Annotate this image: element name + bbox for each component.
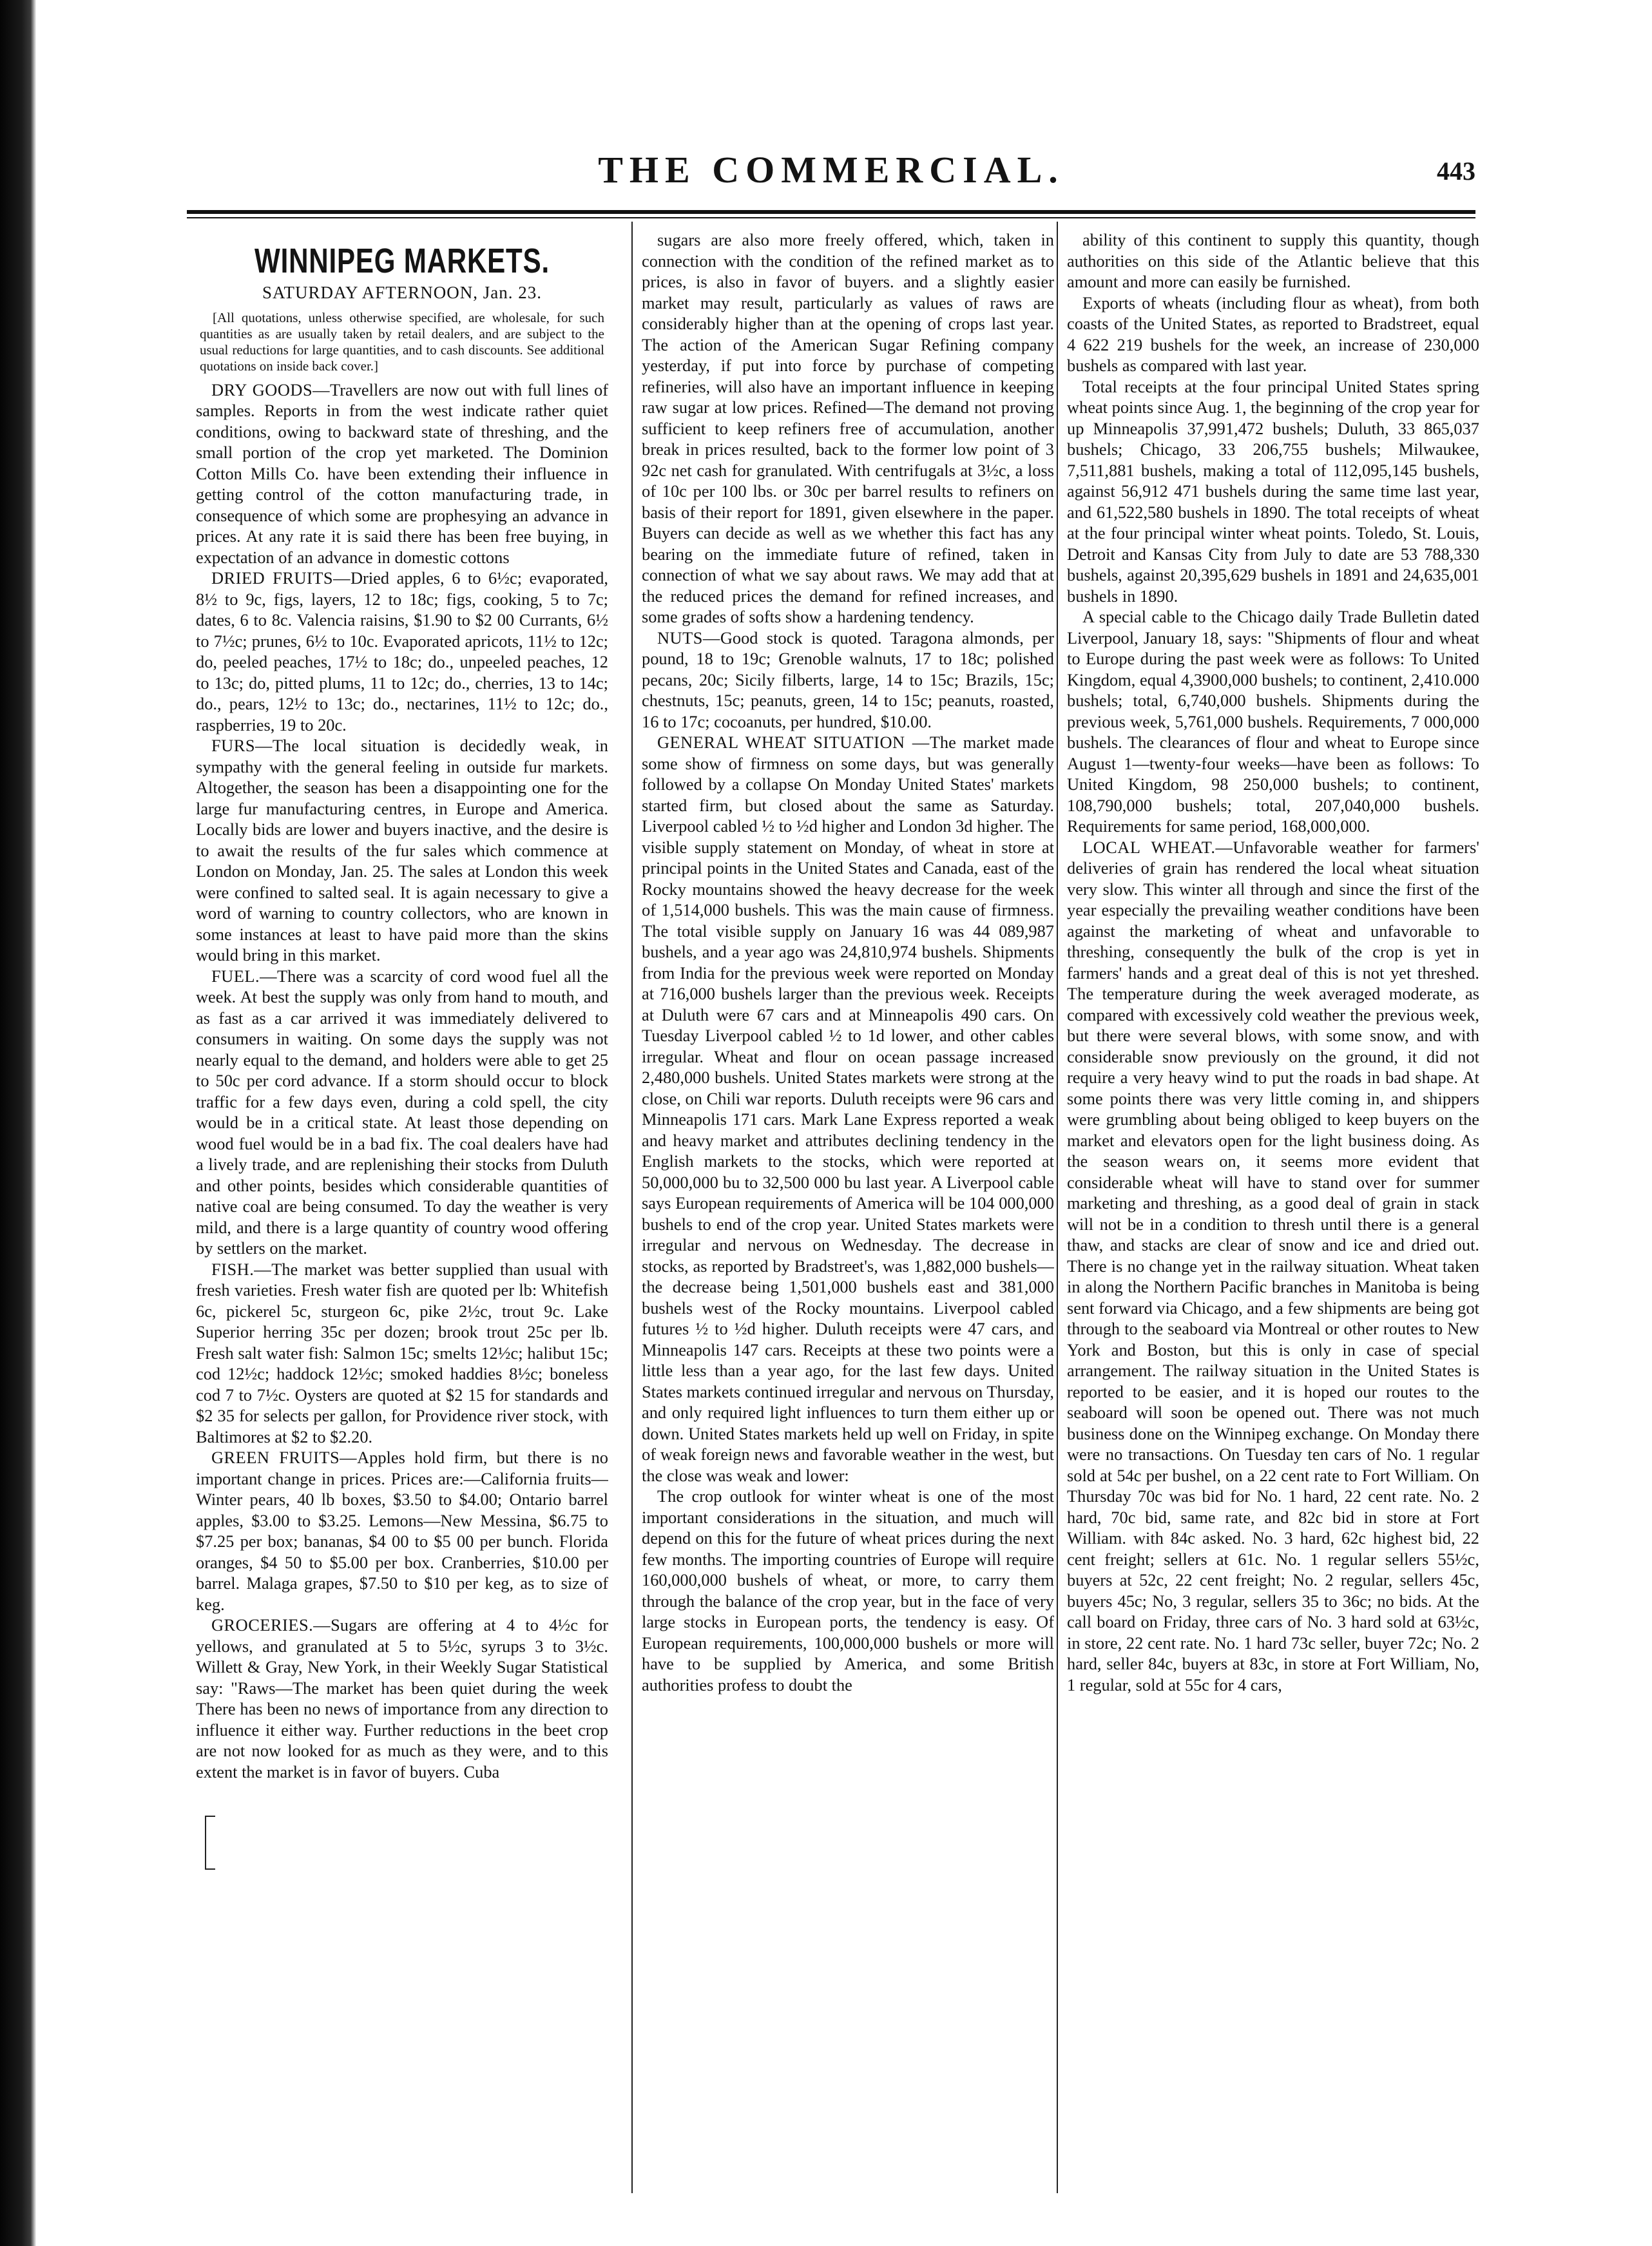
page-header (187, 135, 1475, 206)
header-rule-thick (187, 210, 1475, 214)
paragraph-lead: GROCERIES.— (211, 1615, 331, 1635)
paragraph-lead: FUEL.— (211, 966, 277, 986)
paragraph-lead: DRIED FRUITS— (211, 568, 351, 588)
section-date: SATURDAY AFTERNOON, Jan. 23. (262, 283, 543, 302)
column-divider (631, 222, 633, 2193)
paragraph-special-cable: A special cable to the Chicago daily Trade Bulletin dated Liverpool, January 18, says: "Shipments of flour and wheat to Europe during the past week were as follows: To United Kingdom, equal 4,3900,000 bushels; to continent, 2,410.000 bushels; total, 6,740,000 bushels. Shipments during the previous week, 5,761,000 bushels. Requirements, 7 000,000 bushels. The clearances of flour and wheat to Europe since August 1—twenty-four weeks—have been as follows: To United Kingdom, 98 250,000 bushels; to continent, 108,790,000 bushels; total, 207,040,000 bushels. Requirements for same period, 168,000,000. (1067, 607, 1479, 836)
paragraph-continent-supply: ability of this continent to supply this quantity, though authorities on this side of the Atlantic believe that this amount and more can easily be furnished. (1067, 230, 1479, 291)
paragraph-lead: GREEN FRUITS— (211, 1448, 358, 1467)
paragraph-sugars: sugars are also more freely offered, which, taken in connection with the condition of the refined market as to prices, is also in favor of buyers. and a slightly easier market may result, particularly as values of raws are considerably higher than at the opening of crops last year. The action of the American Sugar Refining company yesterday, if put into force by purchase of competing refineries, will also have an important influence in keeping raw sugar at low prices. Refined—The demand not proving sufficient to keep refiners free of accumulation, another break in prices resulted, back to the former low point of 3 92c net cash for granulated. With centrifugals at 3½c, a loss of 10c per 100 lbs. or 30c per barrel results to refiners on basis of their report for 1891, given elsewhere in the paper. Buyers can decide as well as we whether this fact has any bearing on the immediate future of refined, taken in connection of what we say about raws. We may add that at the reduced prices the demand for refined increases, and some grades of softs show a hardening tendency. (642, 230, 1054, 626)
paragraph-fuel: FUEL.—There was a scarcity of cord wood fuel all the week. At best the supply was only from hand to mouth, and as fast as a car arrived it was immediately delivered to consumers in waiting. On some days the supply was not nearly equal to the demand, and holders were able to get 25 to 50c per cord advance. If a storm should occur to block traffic for a few days even, during a cold spell, the city would be in a critical state. At least those depending on wood fuel would be in a bad fix. The coal dealers have had a lively trade, and are replenishing their stocks from Duluth and other points, besides which considerable quantities of native coal are being consumed. To day the weather is very mild, and there is a large quantity of country wood offering by settlers on the market. (196, 966, 608, 1258)
paragraph-general-wheat: GENERAL WHEAT SITUATION —The market made some show of firmness on some days, but was generally followed by a collapse On Monday United States' markets started firm, but closed about the same as Saturday. Liverpool cabled ½ to ½d higher and London 3d higher. The visible supply statement on Monday, of wheat in store at principal points in the United States and Canada, east of the Rocky mountains showed the heavy decrease for the week of 1,514,000 bushels. This was the main cause of firmness. The total visible supply on January 16 was 44 089,987 bushels, and a year ago was 24,810,974 bushels. Shipments from India for the previous week were reported on Monday at 716,000 bushels larger than the previous week. Receipts at Duluth were 67 cars and at Minneapolis 490 cars. On Tuesday Liverpool cabled ½ to 1d lower, and other cables irregular. Wheat and flour on ocean passage increased 2,480,000 bushels. United States markets were strong at the close, on Chili war reports. Duluth receipts were 96 cars and Minneapolis 171 cars. Mark Lane Express reported a weak and heavy market and attributes declining tendency in the English markets to the stocks, which were reported at 50,000,000 bu to 32,500 000 bu last year. A Liverpool cable says European requirements of America will be 104 000,000 bushels to end of the crop year. United States markets were irregular and nervous on Wednesday. The decrease in stocks, as reported by Bradstreet's, was 1,882,000 bushels—the decrease being 1,501,000 bushels east and 381,000 bushels west of the Rocky mountains. Liverpool cabled futures ½ to ½d higher. Duluth receipts were 47 cars, and Minneapolis 147 cars. Receipts at these two points were a little less than a year ago, for the last few days. United States markets continued irregular and nervous on Thursday, and only required light influences to turn them either up or down. United States markets held up well on Friday, in spite of weak foreign news and favorable weather in the west, but the close was weak and lower: (642, 733, 1054, 1485)
paragraph-lead: DRY GOODS— (211, 379, 331, 399)
paragraph-groceries: GROCERIES.—Sugars are offering at 4 to 4½c for yellows, and granulated at 5 to 5½c, syrups 3 to 3½c. Willett & Gray, New York, in their Weekly Sugar Statistical say: "Raws—The market has been quiet during the week There has been no news of importance from any direction to influence it either way. Further reductions in the beet crop are not now looked for as much as they were, and to this extent the market is in favor of buyers. Cuba (196, 1615, 608, 1781)
header-rule-thin (187, 217, 1475, 218)
paragraph-green-fruits: GREEN FRUITS—Apples hold firm, but there is no important change in prices. Prices are:—California fruits—Winter pears, 40 lb boxes, $3.50 to $4.00; Ontario barrel apples, $3.00 to $3.25. Lemons—New Messina, $6.75 to $7.25 per box; bananas, $4 00 to $5 00 per bunch. Florida oranges, $4 50 to $5.00 per box. Cranberries, $10.00 per barrel. Malaga grapes, $7.50 to $10 per keg, as to size of keg. (196, 1448, 608, 1614)
paragraph-lead: LOCAL WHEAT.— (1082, 837, 1233, 857)
paragraph-furs: FURS—The local situation is decidedly weak, in sympathy with the general feeling in outside fur markets. Altogether, the season has been a disappointing one for the large fur manufacturing centres, in Europe and America. Locally bids are lower and buyers inactive, and the desire is to await the results of the fur sales which commence at London on Monday, Jan. 25. The sales at London this week were confined to salted seal. It is again necessary to give a word of warning to country collectors, who are known in some instances at least to have paid more than the skins would bring in this market. (196, 736, 608, 965)
page-number: 443 (1437, 157, 1475, 186)
paragraph-lead: FURS— (211, 736, 273, 755)
column-3 (1067, 229, 1479, 2201)
margin-bracket-mark (205, 1816, 215, 1870)
paragraph-fish: FISH.—The market was better supplied than usual with fresh varieties. Fresh water fish are quoted per lb: Whitefish 6c, pickerel 5c, sturgeon 6c, pike 2½c, trout 9c. Lake Superior herring 35c per dozen; brook trout 25c per lb. Fresh salt water fish: Salmon 15c; smelts 12½c; halibut 15c; cod 12½c; haddock 12½c; smoked haddies 8½c; boneless cod 7 to 7½c. Oysters are quoted at $2 15 for standards and $2 35 for selects per gallon, for Providence river stock, with Baltimores at $2 to $2.20. (196, 1259, 608, 1446)
paragraph-lead: FISH.— (211, 1259, 272, 1279)
column-divider (1057, 222, 1058, 2193)
masthead: THE COMMERCIAL. (598, 149, 1064, 191)
quotation-note: [All quotations, unless otherwise specified, are wholesale, for such quantities as are usually taken by retail dealers, and are subject to the usual reductions for large quantities, and to cash discounts. See additional quotations on inside back cover.] (200, 309, 604, 374)
paragraph-crop-outlook: The crop outlook for winter wheat is one of the most important considerations in the situation, and much will depend on this for the future of wheat prices during the next few months. The importing countries of Europe will require 160,000,000 bushels of wheat, or more, to carry them through the balance of the crop year, but in the face of very large stocks in European ports, the tendency is easy. Of European requirements, 100,000,000 bushels or more will have to be supplied by America, and some British authorities profess to doubt the (642, 1486, 1054, 1694)
paragraph-lead: NUTS— (657, 628, 720, 648)
paragraph-total-receipts: Total receipts at the four principal United States spring wheat points since Aug. 1, the beginning of the crop year for up Minneapolis 37,991,472 bushels; Duluth, 33 865,037 bushels; Chicago, 33 206,755 bushels; Milwaukee, 7,511,881 bushels, making a total of 112,095,145 bushels, against 56,912 471 bushels during the same time last year, and 61,522,580 bushels in 1890. The total receipts of wheat at the four principal winter wheat points. Toledo, St. Louis, Detroit and Kansas City from July to date are 53 788,330 bushels, against 20,395,629 bushels in 1891 and 24,635,001 bushels in 1890. (1067, 376, 1479, 606)
paragraph-dry-goods: DRY GOODS—Travellers are now out with full lines of samples. Reports in from the west indicate rather quiet conditions, owing to backward state of threshing, and the small portion of the crop yet marketed. The Dominion Cotton Mills Co. have been extending their influence in getting control of the cotton manufacturing trade, in consequence of which some are prophesying an advance in prices. At any rate it is said there has been free buying, in expectation of an advance in domestic cottons (196, 379, 608, 567)
paragraph-lead: GENERAL WHEAT SITUATION — (657, 733, 930, 752)
paragraph-dried-fruits: DRIED FRUITS—Dried apples, 6 to 6½c; evaporated, 8½ to 9c, figs, layers, 12 to 18c; figs, cooking, 5 to 7c; dates, 6 to 8c. Valencia raisins, $1.90 to $2 00 Currants, 6½ to 7½c; prunes, 6½ to 10c. Evaporated apricots, 11½ to 12c; do, peeled peaches, 17½ to 18c; do., unpeeled peaches, 12 to 13c; do, pitted plums, 11 to 12c; do., cherries, 13 to 14c; do., pears, 12½ to 13c; do., nectarines, 11½ to 12c; do., raspberries, 19 to 20c. (196, 568, 608, 734)
section-title: WINNIPEG MARKETS. (255, 242, 550, 280)
column-1 (196, 229, 608, 2201)
paragraph-exports: Exports of wheats (including flour as wheat), from both coasts of the United States, as reported to Bradstreet, equal 4 622 219 bushels for the week, an increase of 230,000 bushels as compared with last year. (1067, 293, 1479, 375)
page-binding-edge (0, 0, 36, 2246)
paragraph-nuts: NUTS—Good stock is quoted. Taragona almonds, per pound, 18 to 19c; Grenoble walnuts, 17 to 18c; polished pecans, 20c; Sicily filberts, large, 14 to 15c; Brazils, 15c; chestnuts, 15c; peanuts, green, 14 to 15c; peanuts, roasted, 16 to 17c; cocoanuts, per hundred, $10.00. (642, 628, 1054, 731)
paragraph-local-wheat: LOCAL WHEAT.—Unfavorable weather for farmers' deliveries of grain has rendered the local wheat situation very slow. This winter all through and since the first of the year especially the prevailing weather conditions have been against the marketing of wheat and unfavorable to threshing, consequently the bulk of the crop is yet in farmers' hands and a great deal of this is not yet threshed. The temperature during the week averaged moderate, as compared with excessively cold weather the previous week, but there were several blows, with some snow, and with considerable snow previously on the ground, it did not require a very heavy wind to put the roads in bad shape. At some points there was very little coming in, and shippers were grumbling about being obliged to keep buyers on the market and elevators open for the light business doing. As the season wears on, it seems more evident that considerable wheat will have to stand over for summer marketing and threshing, as a good deal of grain in stack will not be in a condition to thresh until there is a general thaw, and stacks are clear of snow and ice and dried out. There is no change yet in the railway situation. Wheat taken in along the Northern Pacific branches in Manitoba is being sent forward via Chicago, and a few shipments are being got through to the seaboard via Montreal or other routes to New York and Boston, but this is only in case of special arrangement. The railway situation in the United States is reported to be easier, and it is hoped our routes to the seaboard will soon be opened out. There was not much business done on the Winnipeg exchange. On Monday there were no transactions. On Tuesday ten cars of No. 1 regular sold at 54c per bushel, on a 22 cent rate to Fort William. On Thursday 70c was bid for No. 1 hard, 22 cent rate. No. 2 hard, 70c bid, same rate, and 82c bid in store at Fort William. with 84c asked. No. 3 hard, 62c highest bid, 22 cent freight; sellers at 61c. No. 1 regular sellers 55½c, buyers at 52c, 22 cent freight; No. 2 regular, sellers 45c, buyers 45c; No, 3 regular, sellers 35 to 36c; no bids. At the call board on Friday, three cars of No. 3 hard sold at 63½c, in store, 22 cent rate. No. 1 hard 73c seller, buyer 72c; No. 2 hard, seller 84c, buyers at 83c, in store at Fort William, No, 1 regular, sold at 55c for 4 cars, (1067, 837, 1479, 1694)
column-2 (642, 229, 1054, 2201)
